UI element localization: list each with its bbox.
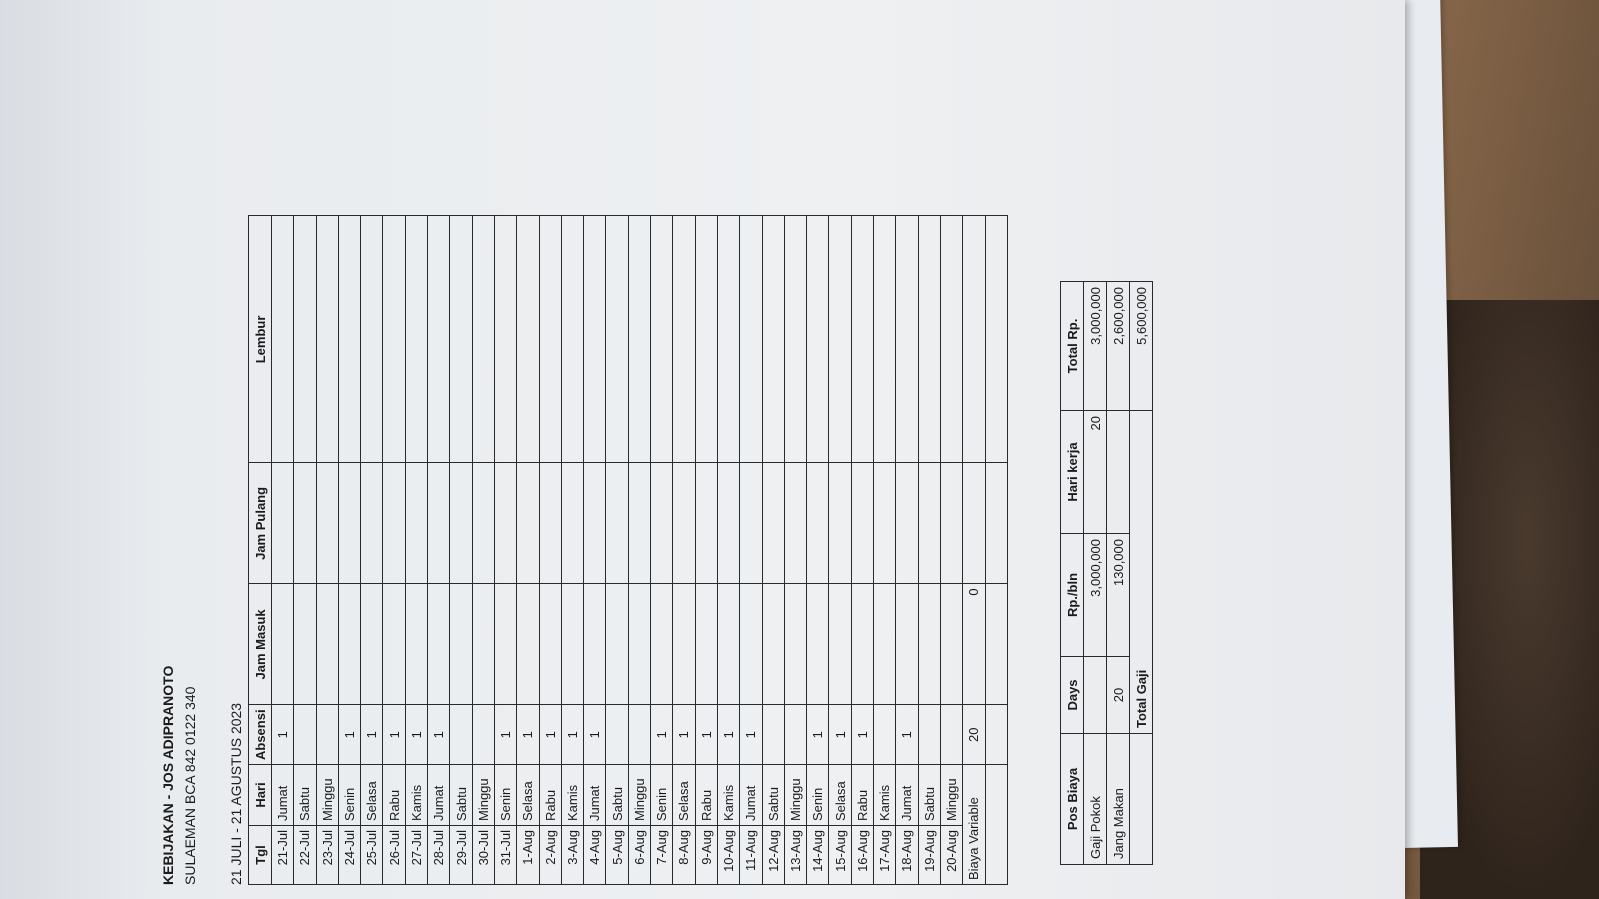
row-jam-masuk: [717, 584, 739, 705]
attendance-row: [695, 216, 717, 885]
row-jam-masuk: [940, 584, 962, 705]
row-tgl: 24-Jul: [338, 826, 360, 885]
col-total-rp: Total Rp.: [1061, 282, 1084, 411]
row-jam-masuk: [874, 584, 896, 705]
row-tgl: 2-Aug: [539, 826, 561, 885]
row-lembur: [517, 216, 539, 463]
row-absensi: [316, 705, 338, 765]
row-jam-masuk: [294, 584, 316, 705]
row-lembur: [539, 216, 561, 463]
attendance-row: [673, 216, 695, 885]
row-hari: Rabu: [695, 765, 717, 826]
col-absensi: Absensi: [249, 705, 272, 765]
row-tgl: 11-Aug: [740, 826, 762, 885]
col-days: Days: [1061, 657, 1084, 734]
row-lembur: [740, 216, 762, 463]
row-jam-masuk: [628, 584, 650, 705]
row-hari: Selasa: [361, 765, 383, 826]
row-hari: Minggu: [472, 765, 494, 826]
row-hari: Minggu: [940, 765, 962, 826]
col-tgl: Tgl: [249, 826, 272, 885]
row-tgl: 6-Aug: [628, 826, 650, 885]
row-absensi: [450, 705, 472, 765]
row-hari: Jumat: [896, 765, 918, 826]
attendance-row: [539, 216, 561, 885]
row-absensi: 1: [717, 705, 739, 765]
row-lembur: [428, 216, 450, 463]
row-lembur: [361, 216, 383, 463]
row-lembur: [272, 216, 294, 463]
document-subtitle: SULAEMAN BCA 842 0122 340: [182, 686, 198, 885]
row-jam-masuk: [383, 584, 405, 705]
row-tgl: 4-Aug: [584, 826, 606, 885]
biaya-variable-label: Biaya Variable: [963, 765, 985, 885]
attendance-row: [405, 216, 427, 885]
col-hari: Hari: [249, 765, 272, 826]
salary-summary-table: [1060, 281, 1153, 865]
row-jam-masuk: [807, 584, 829, 705]
row-tgl: 25-Jul: [361, 826, 383, 885]
row-tgl: 20-Aug: [940, 826, 962, 885]
row-hari: Jumat: [584, 765, 606, 826]
row-absensi: 1: [829, 705, 851, 765]
row-tgl: 10-Aug: [717, 826, 739, 885]
attendance-row: [717, 216, 739, 885]
row-lembur: [651, 216, 673, 463]
document-title: KEBIJAKAN - JOS ADIPRANOTO: [160, 665, 176, 885]
row-tgl: 14-Aug: [807, 826, 829, 885]
row-tgl: 19-Aug: [918, 826, 940, 885]
row-jam-masuk: [695, 584, 717, 705]
biaya-variable-absensi: 20: [963, 705, 985, 765]
row-hari: Jumat: [272, 765, 294, 826]
row-tgl: 30-Jul: [472, 826, 494, 885]
row-absensi: 1: [561, 705, 583, 765]
attendance-row: [428, 216, 450, 885]
row-jam-pulang: [584, 463, 606, 584]
attendance-row: [383, 216, 405, 885]
row-absensi: 1: [428, 705, 450, 765]
attendance-row: [940, 216, 962, 885]
row-lembur: [762, 216, 784, 463]
row-hari: Jumat: [740, 765, 762, 826]
row-lembur: [940, 216, 962, 463]
row-lembur: [918, 216, 940, 463]
row-jam-masuk: [405, 584, 427, 705]
row-jam-pulang: [338, 463, 360, 584]
biaya-variable-lembur: [963, 216, 985, 463]
biaya-variable-jam-masuk: 0: [963, 584, 985, 705]
jang-makan-total: 2,600,000: [1107, 282, 1130, 411]
row-jam-pulang: [539, 463, 561, 584]
attendance-row: [584, 216, 606, 885]
row-jam-pulang: [272, 463, 294, 584]
row-jam-masuk: [896, 584, 918, 705]
row-tgl: 13-Aug: [784, 826, 806, 885]
attendance-row: [338, 216, 360, 885]
row-hari: Minggu: [316, 765, 338, 826]
attendance-row: [874, 216, 896, 885]
row-jam-masuk: [361, 584, 383, 705]
col-jam-masuk: Jam Masuk: [249, 584, 272, 705]
row-jam-masuk: [851, 584, 873, 705]
rotated-document: [160, 145, 1160, 885]
attendance-header-row: [249, 216, 272, 885]
row-absensi: 1: [851, 705, 873, 765]
total-gaji-label: Total Gaji: [1130, 411, 1153, 734]
attendance-row: [272, 216, 294, 885]
row-hari: Sabtu: [918, 765, 940, 826]
attendance-row: [896, 216, 918, 885]
row-tgl: 28-Jul: [428, 826, 450, 885]
row-jam-masuk: [673, 584, 695, 705]
row-lembur: [338, 216, 360, 463]
attendance-row: [294, 216, 316, 885]
jang-makan-rp: 130,000: [1107, 534, 1130, 657]
row-hari: Kamis: [874, 765, 896, 826]
row-absensi: [784, 705, 806, 765]
row-absensi: 1: [673, 705, 695, 765]
biaya-variable-row: [963, 216, 985, 885]
col-pos-biaya: Pos Biaya: [1061, 734, 1084, 865]
row-jam-pulang: [717, 463, 739, 584]
row-tgl: 3-Aug: [561, 826, 583, 885]
row-jam-pulang: [784, 463, 806, 584]
row-hari: Kamis: [561, 765, 583, 826]
row-lembur: [606, 216, 628, 463]
row-hari: Minggu: [628, 765, 650, 826]
row-lembur: [494, 216, 516, 463]
row-jam-masuk: [316, 584, 338, 705]
gaji-pokok-row: [1084, 282, 1107, 865]
attendance-row: [561, 216, 583, 885]
row-hari: Kamis: [405, 765, 427, 826]
attendance-row: [851, 216, 873, 885]
row-hari: Sabtu: [294, 765, 316, 826]
row-absensi: 1: [695, 705, 717, 765]
row-absensi: 1: [807, 705, 829, 765]
row-jam-masuk: [762, 584, 784, 705]
row-jam-pulang: [450, 463, 472, 584]
row-hari: Senin: [338, 765, 360, 826]
row-lembur: [807, 216, 829, 463]
row-jam-pulang: [740, 463, 762, 584]
row-hari: Rabu: [383, 765, 405, 826]
attendance-row: [807, 216, 829, 885]
col-rp-bln: Rp./bln: [1061, 534, 1084, 657]
attendance-row: [628, 216, 650, 885]
attendance-row: [784, 216, 806, 885]
row-absensi: [294, 705, 316, 765]
row-absensi: 1: [272, 705, 294, 765]
row-jam-masuk: [651, 584, 673, 705]
col-lembur: Lembur: [249, 216, 272, 463]
row-jam-pulang: [628, 463, 650, 584]
row-tgl: 8-Aug: [673, 826, 695, 885]
attendance-row: [606, 216, 628, 885]
row-absensi: [874, 705, 896, 765]
row-lembur: [717, 216, 739, 463]
row-lembur: [383, 216, 405, 463]
row-jam-pulang: [361, 463, 383, 584]
row-hari: Minggu: [784, 765, 806, 826]
row-jam-pulang: [405, 463, 427, 584]
row-lembur: [829, 216, 851, 463]
row-absensi: 1: [539, 705, 561, 765]
row-absensi: 1: [896, 705, 918, 765]
row-jam-pulang: [851, 463, 873, 584]
row-lembur: [851, 216, 873, 463]
row-hari: Senin: [494, 765, 516, 826]
row-tgl: 23-Jul: [316, 826, 338, 885]
row-jam-masuk: [584, 584, 606, 705]
row-lembur: [294, 216, 316, 463]
row-jam-pulang: [494, 463, 516, 584]
row-absensi: 1: [383, 705, 405, 765]
row-jam-masuk: [517, 584, 539, 705]
row-tgl: 26-Jul: [383, 826, 405, 885]
row-jam-pulang: [606, 463, 628, 584]
row-tgl: 27-Jul: [405, 826, 427, 885]
attendance-row: [472, 216, 494, 885]
row-lembur: [673, 216, 695, 463]
row-lembur: [628, 216, 650, 463]
row-jam-masuk: [472, 584, 494, 705]
row-jam-pulang: [673, 463, 695, 584]
row-lembur: [695, 216, 717, 463]
row-tgl: 15-Aug: [829, 826, 851, 885]
col-hari-kerja: Hari kerja: [1061, 411, 1084, 534]
row-jam-pulang: [829, 463, 851, 584]
row-tgl: 7-Aug: [651, 826, 673, 885]
jang-makan-row: [1107, 282, 1130, 865]
attendance-row: [918, 216, 940, 885]
row-tgl: 1-Aug: [517, 826, 539, 885]
row-jam-masuk: [272, 584, 294, 705]
row-jam-pulang: [651, 463, 673, 584]
row-absensi: 1: [405, 705, 427, 765]
row-lembur: [472, 216, 494, 463]
row-hari: Selasa: [829, 765, 851, 826]
jang-makan-days: 20: [1107, 657, 1130, 734]
attendance-row: [829, 216, 851, 885]
row-hari: Rabu: [851, 765, 873, 826]
row-absensi: 1: [494, 705, 516, 765]
row-jam-pulang: [695, 463, 717, 584]
row-lembur: [450, 216, 472, 463]
row-tgl: 9-Aug: [695, 826, 717, 885]
summary-header-row: [1061, 282, 1084, 865]
row-jam-masuk: [450, 584, 472, 705]
row-tgl: 12-Aug: [762, 826, 784, 885]
row-tgl: 5-Aug: [606, 826, 628, 885]
row-jam-masuk: [338, 584, 360, 705]
attendance-row: [316, 216, 338, 885]
gaji-pokok-hari-kerja: 20: [1084, 411, 1107, 534]
row-lembur: [874, 216, 896, 463]
attendance-body: [272, 216, 963, 885]
row-jam-pulang: [472, 463, 494, 584]
row-tgl: 22-Jul: [294, 826, 316, 885]
attendance-row: [361, 216, 383, 885]
row-jam-pulang: [294, 463, 316, 584]
row-jam-masuk: [539, 584, 561, 705]
row-hari: Selasa: [673, 765, 695, 826]
attendance-row: [517, 216, 539, 885]
jang-makan-hari-kerja: [1107, 411, 1130, 534]
row-jam-masuk: [740, 584, 762, 705]
gaji-pokok-label: Gaji Pokok: [1084, 734, 1107, 865]
row-jam-pulang: [940, 463, 962, 584]
row-lembur: [561, 216, 583, 463]
row-lembur: [405, 216, 427, 463]
attendance-row: [740, 216, 762, 885]
row-hari: Senin: [651, 765, 673, 826]
blank-row: [985, 216, 1007, 885]
total-gaji-value: 5,600,000: [1130, 282, 1153, 411]
row-lembur: [784, 216, 806, 463]
row-jam-pulang: [896, 463, 918, 584]
total-gaji-row: [1130, 282, 1153, 865]
row-absensi: [472, 705, 494, 765]
row-absensi: [606, 705, 628, 765]
row-hari: Jumat: [428, 765, 450, 826]
row-tgl: 29-Jul: [450, 826, 472, 885]
row-hari: Sabtu: [450, 765, 472, 826]
gaji-pokok-days: [1084, 657, 1107, 734]
row-lembur: [584, 216, 606, 463]
row-jam-pulang: [762, 463, 784, 584]
row-jam-masuk: [561, 584, 583, 705]
row-absensi: [940, 705, 962, 765]
row-tgl: 18-Aug: [896, 826, 918, 885]
row-absensi: 1: [651, 705, 673, 765]
row-jam-masuk: [606, 584, 628, 705]
attendance-row: [762, 216, 784, 885]
row-tgl: 21-Jul: [272, 826, 294, 885]
row-jam-pulang: [874, 463, 896, 584]
row-jam-masuk: [784, 584, 806, 705]
row-absensi: 1: [361, 705, 383, 765]
row-jam-pulang: [428, 463, 450, 584]
row-jam-pulang: [383, 463, 405, 584]
row-jam-pulang: [316, 463, 338, 584]
row-jam-masuk: [494, 584, 516, 705]
jang-makan-label: Jang Makan: [1107, 734, 1130, 865]
row-absensi: 1: [740, 705, 762, 765]
row-hari: Kamis: [717, 765, 739, 826]
row-lembur: [316, 216, 338, 463]
row-jam-pulang: [561, 463, 583, 584]
row-jam-pulang: [517, 463, 539, 584]
attendance-row: [494, 216, 516, 885]
attendance-row: [450, 216, 472, 885]
biaya-variable-jam-pulang: [963, 463, 985, 584]
gaji-pokok-rp: 3,000,000: [1084, 534, 1107, 657]
row-absensi: 1: [517, 705, 539, 765]
row-jam-pulang: [918, 463, 940, 584]
row-hari: Rabu: [539, 765, 561, 826]
row-hari: Senin: [807, 765, 829, 826]
row-tgl: 17-Aug: [874, 826, 896, 885]
row-hari: Sabtu: [762, 765, 784, 826]
row-absensi: 1: [584, 705, 606, 765]
row-absensi: 1: [338, 705, 360, 765]
row-jam-masuk: [829, 584, 851, 705]
row-hari: Selasa: [517, 765, 539, 826]
row-lembur: [896, 216, 918, 463]
row-absensi: [918, 705, 940, 765]
attendance-table: [248, 215, 1008, 885]
row-hari: Sabtu: [606, 765, 628, 826]
row-jam-pulang: [807, 463, 829, 584]
col-jam-pulang: Jam Pulang: [249, 463, 272, 584]
document-period: 21 JULI - 21 AGUSTUS 2023: [228, 702, 244, 885]
row-tgl: 31-Jul: [494, 826, 516, 885]
gaji-pokok-total: 3,000,000: [1084, 282, 1107, 411]
row-absensi: [762, 705, 784, 765]
attendance-row: [651, 216, 673, 885]
row-tgl: 16-Aug: [851, 826, 873, 885]
row-jam-masuk: [918, 584, 940, 705]
row-jam-masuk: [428, 584, 450, 705]
row-absensi: [628, 705, 650, 765]
